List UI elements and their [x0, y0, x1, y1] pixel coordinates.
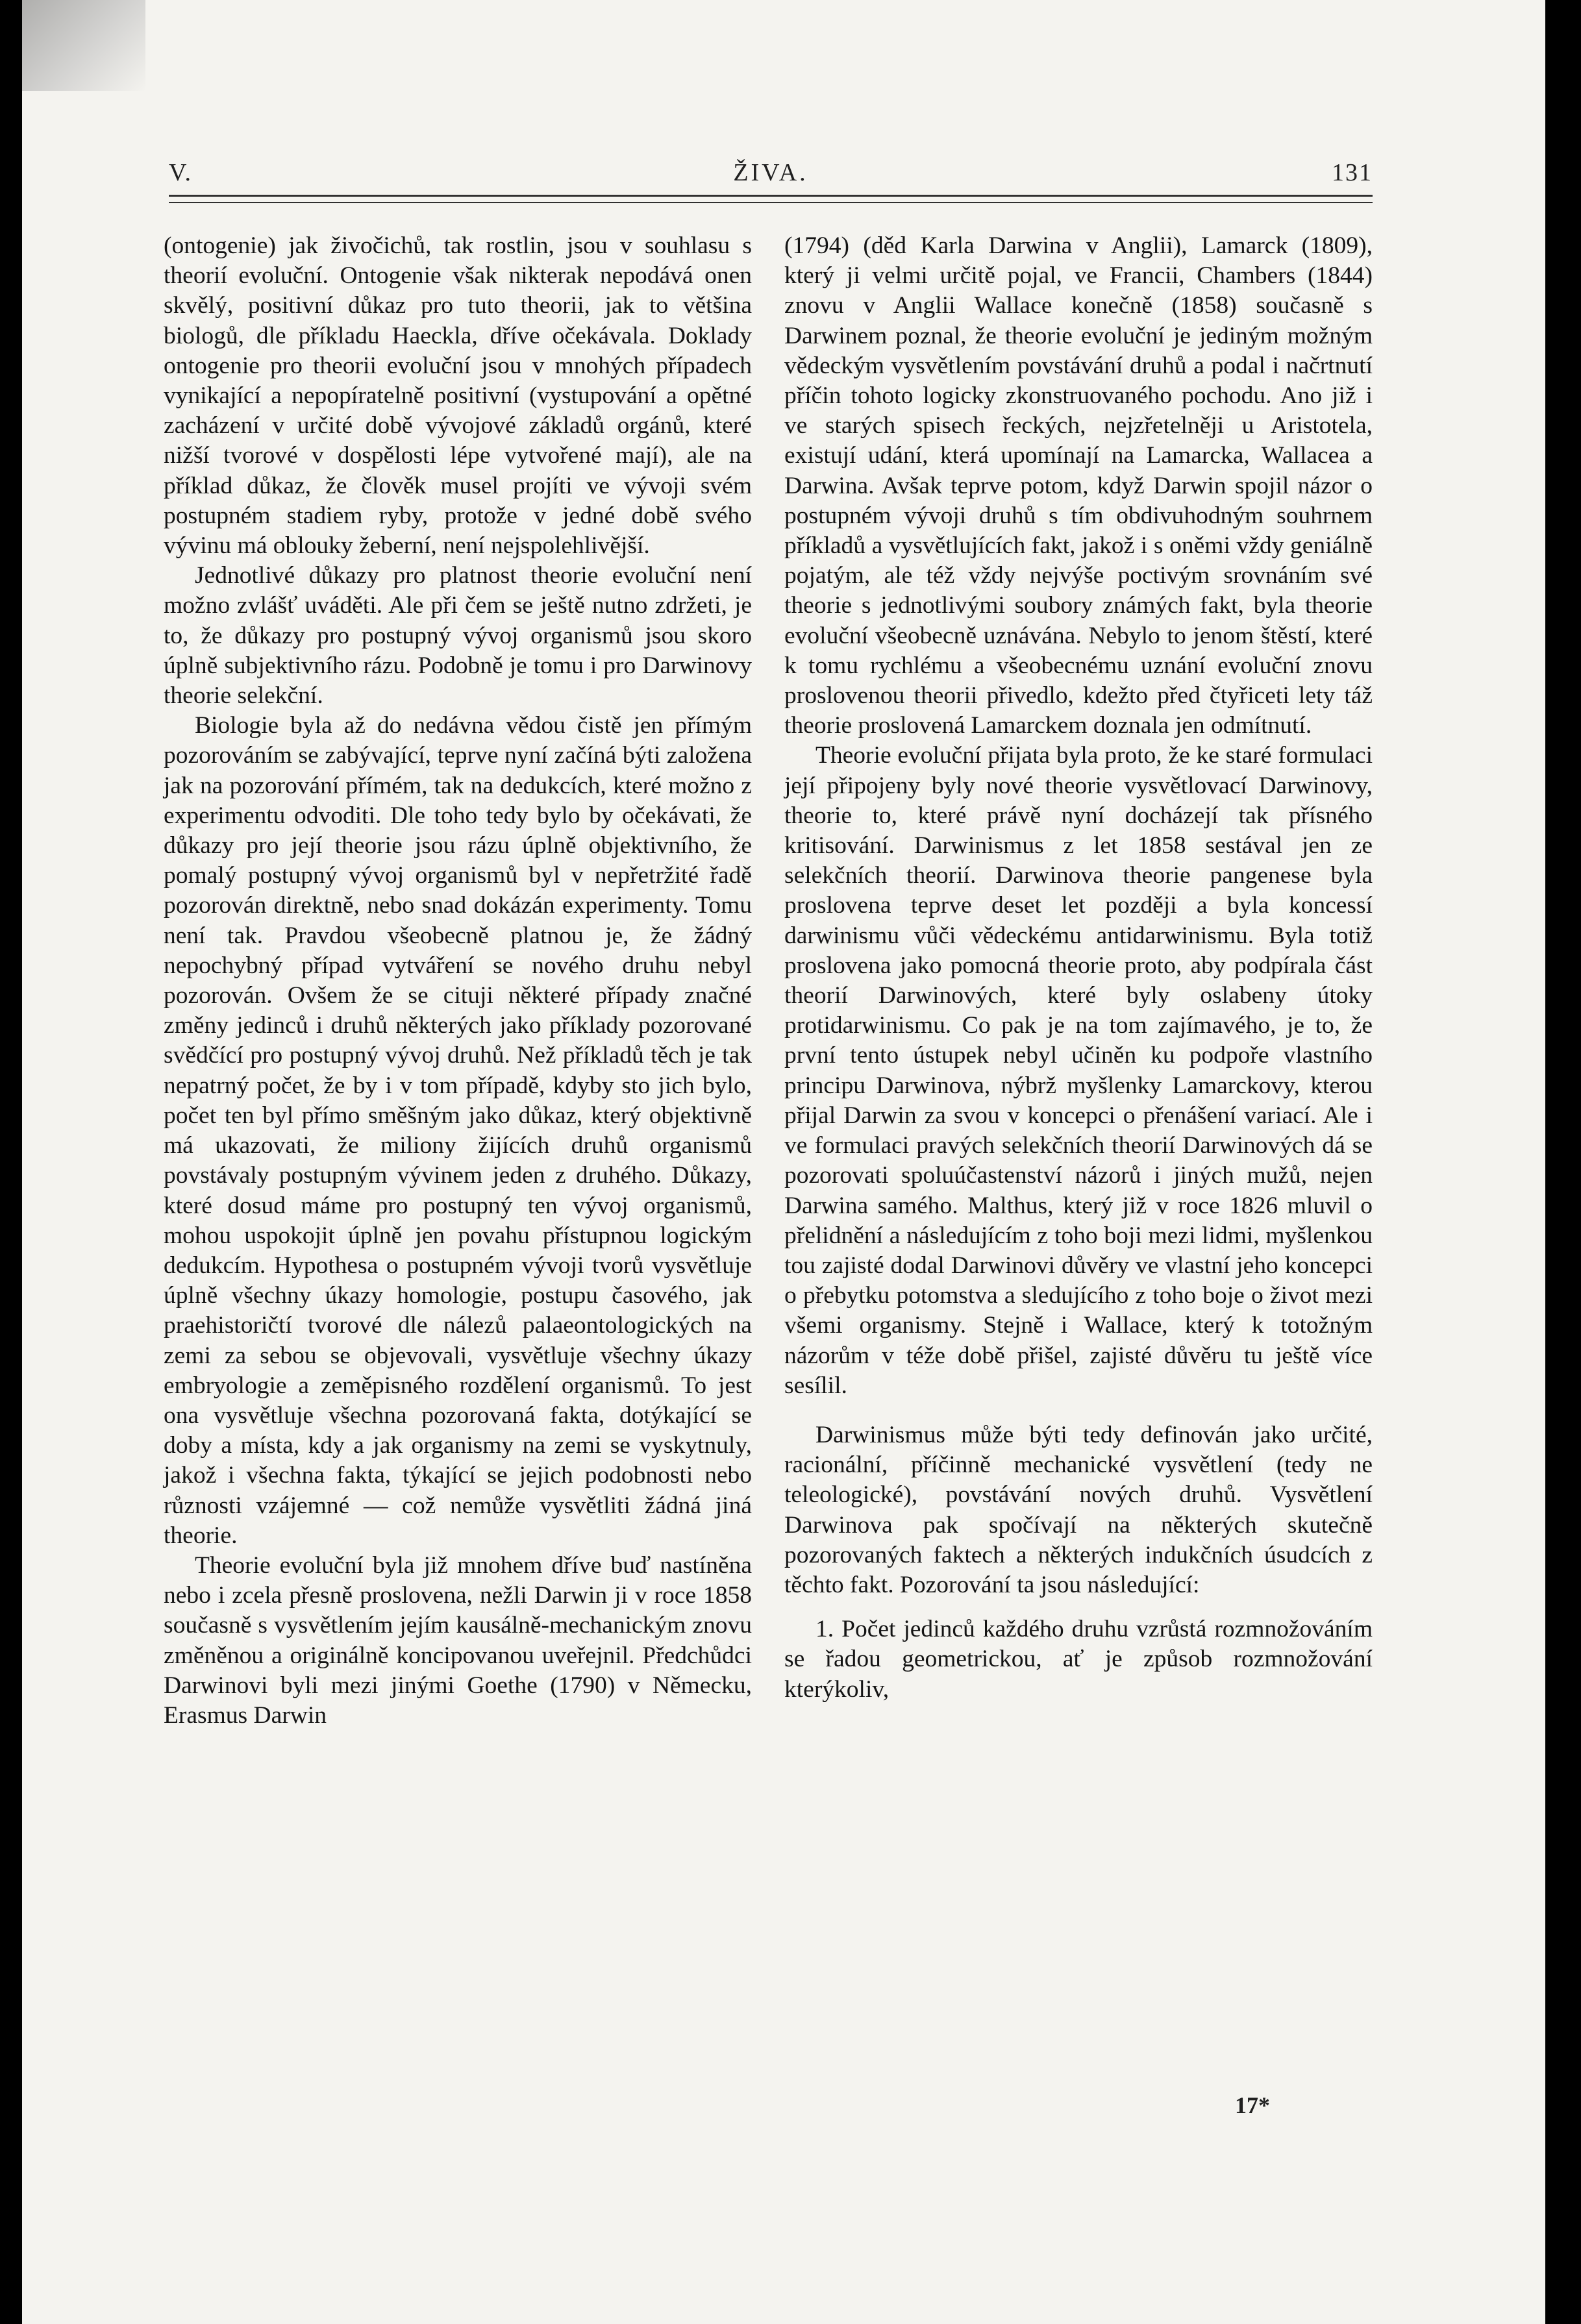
numbered-item: 1. Počet jedinců každého druhu vzrůstá rozmnožováním se řadou geometrickou, ať je způsob rozmnožování kterýkoliv,	[784, 1616, 1373, 1703]
paragraph: Biologie byla až do nedávna vědou čistě jen přímým pozorováním se zabývající, teprve nyní začíná býti založena jak na pozorování přímém, tak na dedukcích, které možno z experimentu odvoditi. Dle toho tedy bylo by očekávati, že důkazy pro její theorie jsou rázu úplně objektivního, že pomalý postupný vývoj organismů byl v nepřetržité řadě pozorován direktně, nebo snad dokázán experimenty. Tomu není tak. Pravdou všeobecně platnou je, že žádný nepochybný případ vytváření se nového druhu nebyl pozorován. Ovšem že se cituji některé případy značné změny jedinců i druhů některých jako příklady pozorované svědčící pro postupný vývoj druhů. Než příkladů těch je tak nepatrný počet, že by i v tom případě, kdyby sto jich bylo, počet ten byl přímo směšným jako důkaz, který objektivně má ukazovati, že miliony žijících druhů organismů povstávaly postupným vývinem jeden z druhého. Důkazy, které dosud máme pro postupný ten vývoj organismů, mohou uspokojit úplně jen povahu přístupnou logickým dedukcím. Hypothesa o postupném vývoji tvorů vysvětluje úplně všechny úkazy homologie, postupu časového, jak praehistoričtí tvorové dle nálezů palaeontologických na zemi za sebou se objevovali, vysvětluje všechny úkazy embryologie a zeměpisného rozdělení organismů. To jest ona vysvětluje všechna pozorovaná fakta, dotýkající se doby a místa, kdy a jak organismy na zemi se vyskytnuly, jakož i všechna fakta, týkající se jejich podobnosti nebo různosti vzájemné — což nemůže vysvětliti žádná jiná theorie.	[164, 712, 752, 1549]
paragraph: Theorie evoluční byla již mnohem dříve buď nastíněna nebo i zcela přesně proslovena, nežli Darwin ji v roce 1858 současně s vysvětlením jejím kausálně-mechanickým znovu změněnou a originálně koncipovanou uveřejnil. Předchůdci Darwinovi byli mezi jinými Goethe (1790) v Německu, Erasmus Darwin	[164, 1551, 752, 1729]
paragraph: (1794) (děd Karla Darwina v Anglii), Lamarck (1809), který ji velmi určitě pojal, ve Francii, Chambers (1844) znovu v Anglii Wallace konečně (1858) současně s Darwinem poznal, že theorie evoluční je jediným možným vědeckým vysvětlením povstávání druhů a podal i načrtnutí příčin tohoto logicky zkonstruovaného pochodu. Ano již i ve starých spisech řeckých, nejzřetelněji u Aristotela, existují udání, která upomínají na Lamarcka, Wallacea a Darwina. Avšak teprve potom, když Darwin spojil názor o postupném vývoji druhů s tím obdivuhodným souhrnem příkladů a vysvětlujících fakt, jakož i s oněmi vždy geniálně pojatým, ale též vždy nejvýše poctivým srovnáním své theorie s jednotlivými soubory známých fakt, byla theorie evoluční všeobecně uznávána. Nebylo to jenom štěstí, které k tomu rychlému a všeobecnému uznání evoluční znovu proslovenou theorii přivedlo, kdežto před čtyřiceti lety táž theorie proslovená Lamarckem doznala jen odmítnutí.	[784, 232, 1373, 739]
page	[22, 0, 1545, 2324]
volume-number: V.	[169, 159, 193, 186]
left-column	[164, 231, 752, 2179]
paragraph: (ontogenie) jak živočichů, tak rostlin, jsou v souhlasu s theorií evoluční. Ontogenie však nikterak nepodává onen skvělý, positivní důkaz pro tuto theorii, jak to většina biologů, dle příkladu Haeckla, dříve očekávala. Doklady ontogenie pro theorii evoluční jsou v mnohých případech vynikající a nepopíratelně positivní (vystupování a opětné zacházení v určité době vývojové základů orgánů, které nižší tvorové v dospělosti lépe vytvořené mají), ale na příklad důkaz, že člověk musel projíti ve vývoji svém postupném stadiem ryby, protože v jedné době svého vývinu má oblouky žeberní, není nejspolehlivější.	[164, 232, 752, 560]
journal-title: ŽIVA.	[733, 159, 808, 186]
page-number: 131	[1332, 159, 1373, 186]
right-column	[784, 231, 1373, 2179]
running-header	[169, 158, 1373, 195]
signature-mark: 17*	[1235, 2092, 1270, 2118]
paragraph: Theorie evoluční přijata byla proto, že ke staré formulaci její připojeny byly nové theorie vysvětlovací Darwinovy, theorie to, které právě nyní docházejí tak přísného kritisování. Darwinismus z let 1858 sestával jen ze selekčních theorií. Darwinova theorie pangenese byla proslovena teprve deset let později a byla koncessí darwinismu vůči vědeckému antidarwinismu. Byla totiž proslovena jako pomocná theorie proto, aby podpírala část theorií Darwinových, které byly oslabeny útoky protidarwinismu. Co pak je na tom zajímavého, je to, že první tento ústupek nebyl učiněn ku podpoře vlastního principu Darwinova, nýbrž myšlenky Lamarckovy, kterou přijal Darwin za svou v koncepci o přenášení variací. Ale i ve formulaci pravých selekčních theorií Darwinových dá se pozorovati spoluúčastenství názorů i jiných mužů, nejen Darwina samého. Malthus, který již v roce 1826 mluvil o přelidnění a následujícím z toho boji mezi lidmi, myšlenkou tou zajisté dodal Darwinovi důvěry ve vlastní jeho koncepci o přebytku potomstva a sledujícího z toho boje o život mezi všemi organismy. Stejně i Wallace, který k totožným názorům v téže době přišel, zajisté důvěru tu ještě více sesílil.	[784, 742, 1373, 1399]
paragraph: Darwinismus může býti tedy definován jako určité, racionální, příčinně mechanické vysvětlení (tedy ne teleologické), povstávání nových druhů. Vysvětlení Darwinova pak spočívají na některých skutečně pozorovaných faktech a některých indukčních úsudcích z těchto fakt. Pozorování ta jsou následující:	[784, 1421, 1373, 1598]
paragraph: Jednotlivé důkazy pro platnost theorie evoluční není možno zvlášť uváděti. Ale při čem se ještě nutno zdržeti, je to, že důkazy pro postupný vývoj organismů jsou skoro úplně subjektivního rázu. Podobně je tomu i pro Darwinovy theorie selekční.	[164, 562, 752, 710]
scan-smudge	[22, 0, 145, 91]
header-rule	[169, 195, 1373, 203]
